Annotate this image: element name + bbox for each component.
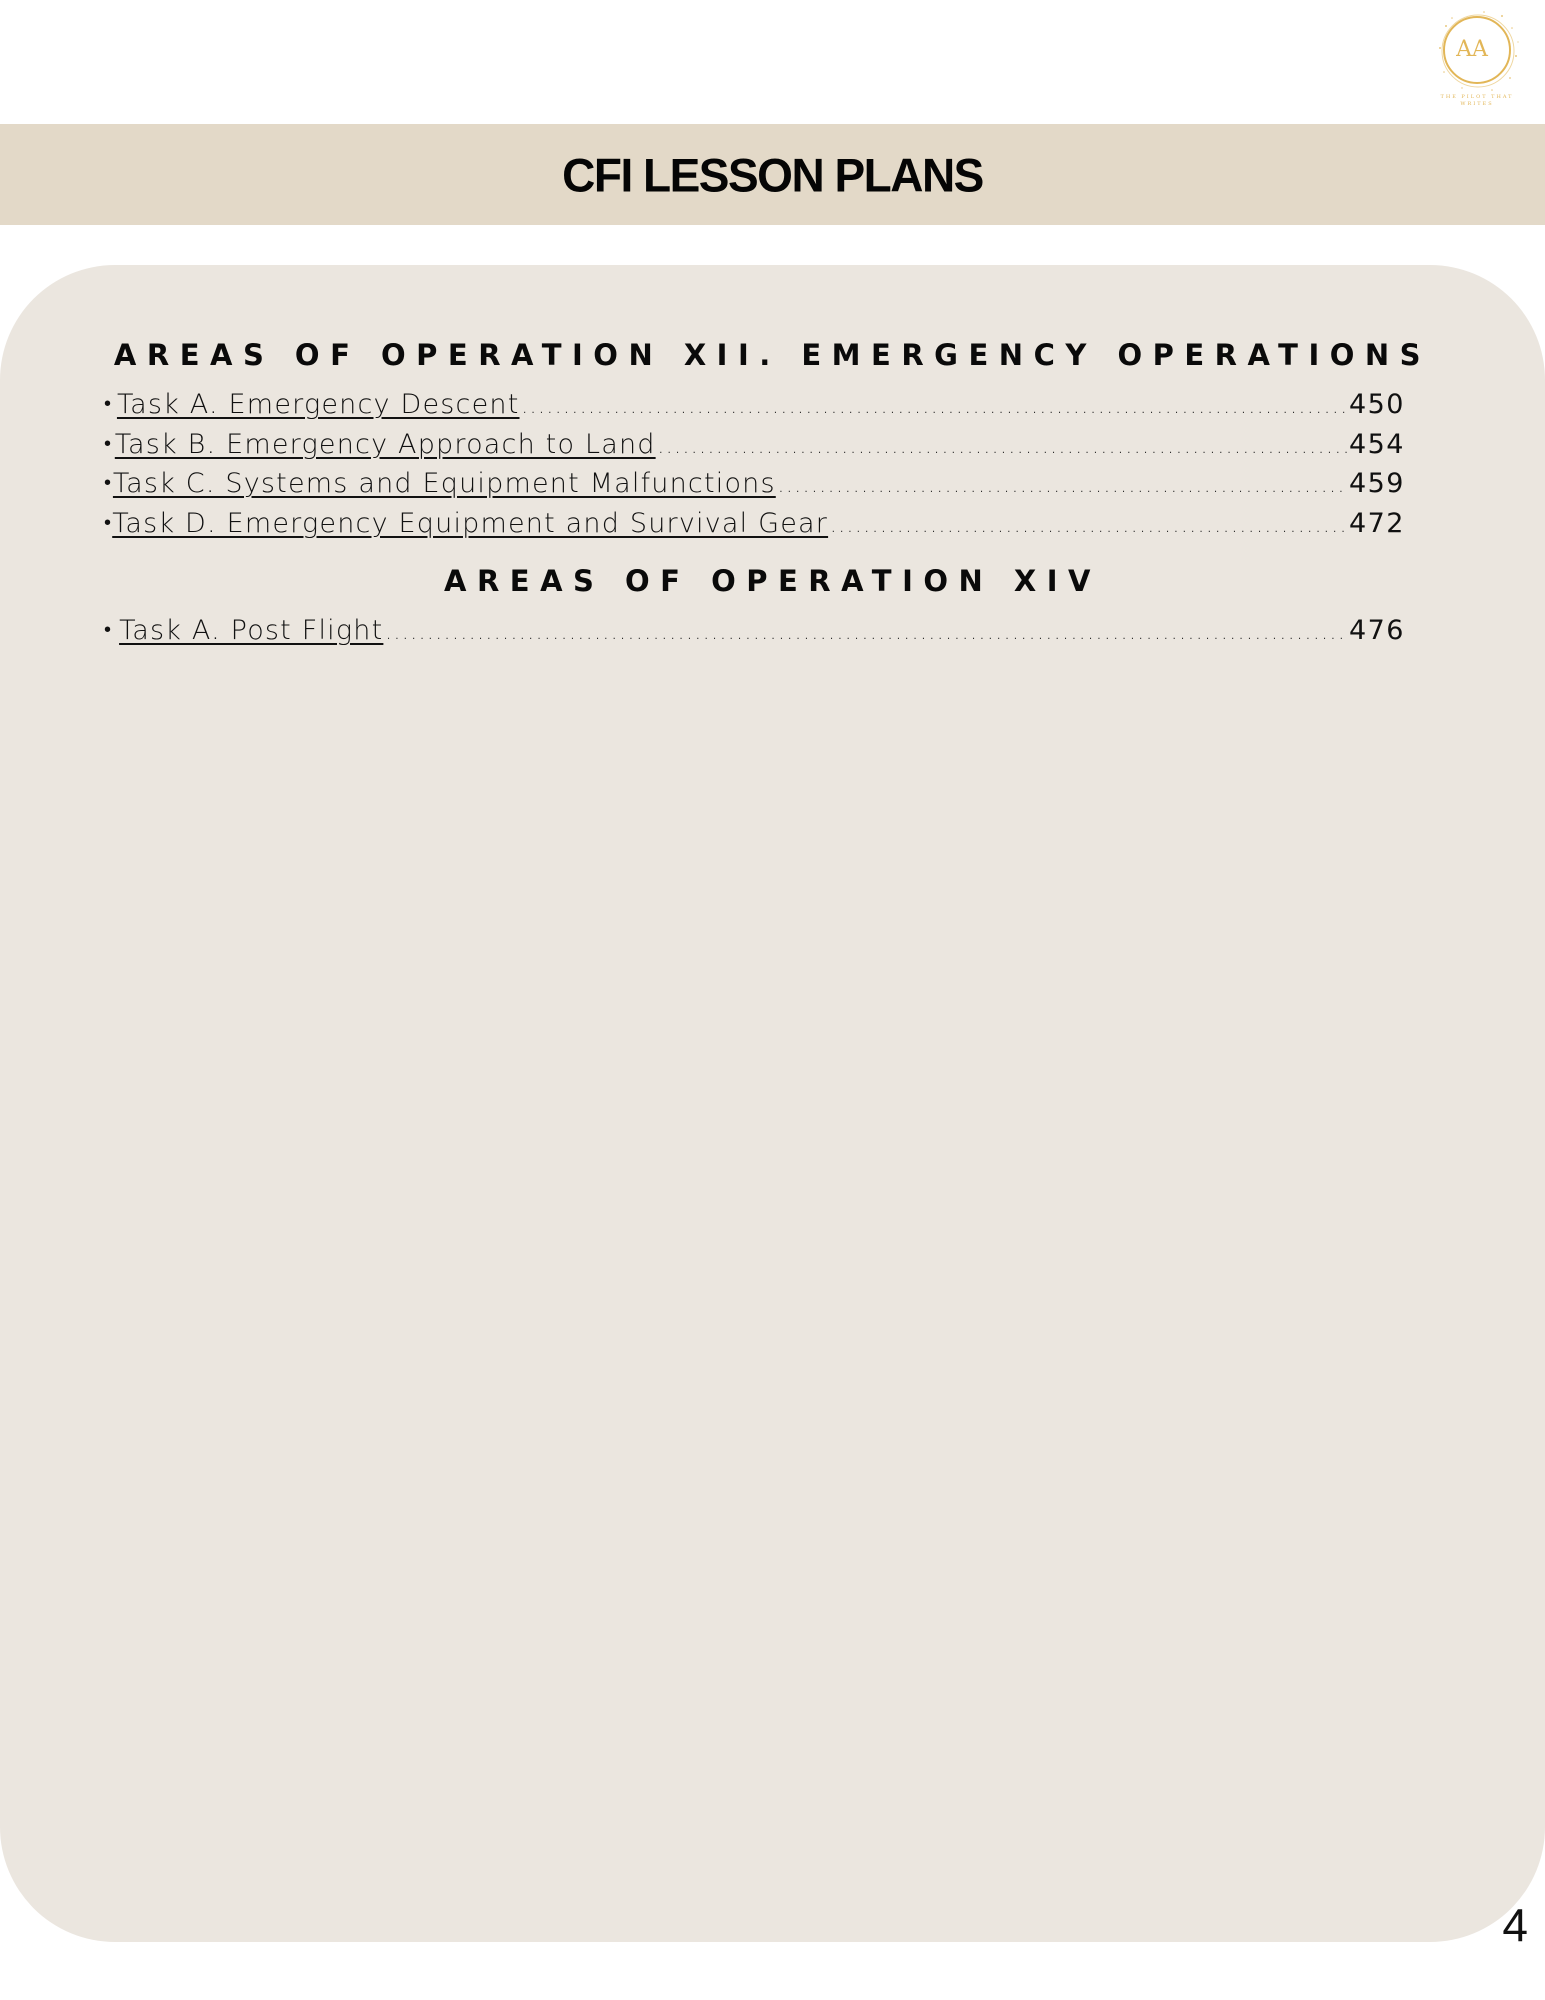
bullet-icon: •: [104, 509, 113, 534]
toc-item: [100, 615, 1405, 655]
toc-list-xii: [100, 389, 1405, 547]
page-number: 4: [1502, 1899, 1528, 1951]
page-reference: 476: [1348, 615, 1405, 646]
dot-leader: [830, 513, 1347, 537]
page-reference: 472: [1348, 507, 1405, 539]
toc-link-post-flight[interactable]: Task A. Post Flight: [119, 615, 384, 646]
dot-leader: [522, 394, 1347, 418]
bullet-icon: •: [104, 617, 113, 641]
toc-list-xiv: [100, 615, 1405, 655]
toc-link-survival-gear[interactable]: Task D. Emergency Equipment and Survival Gear: [112, 507, 829, 539]
dot-leader: [658, 434, 1347, 458]
page-reference: 459: [1348, 468, 1405, 499]
page-reference: 450: [1348, 389, 1405, 420]
toc-item: [100, 468, 1405, 508]
page-title: CFI LESSON PLANS: [562, 147, 983, 202]
logo-caption: THE PILOT THAT WRITES: [1440, 94, 1514, 107]
bullet-icon: •: [104, 470, 113, 494]
toc-link-emergency-approach[interactable]: Task B. Emergency Approach to Land: [114, 428, 656, 460]
dot-leader: [778, 473, 1347, 497]
toc-item: [100, 389, 1405, 429]
brand-logo: [1432, 6, 1522, 110]
monogram-circle-icon: [1432, 6, 1522, 96]
dot-leader: [385, 620, 1347, 644]
page-reference: 454: [1348, 428, 1405, 460]
bullet-icon: •: [104, 430, 113, 455]
bullet-icon: •: [104, 391, 113, 415]
toc-item: [100, 429, 1405, 469]
section-heading-xii: AREAS OF OPERATION XII. EMERGENCY OPERATIONS: [113, 338, 1432, 372]
toc-link-systems-malfunctions[interactable]: Task C. Systems and Equipment Malfunctions: [112, 468, 776, 499]
toc-item: [100, 508, 1405, 548]
svg-text:AA: AA: [1456, 37, 1488, 62]
toc-link-emergency-descent[interactable]: Task A. Emergency Descent: [116, 389, 520, 420]
section-heading-xiv: AREAS OF OPERATION XIV: [444, 564, 1101, 598]
title-band: [0, 124, 1545, 225]
